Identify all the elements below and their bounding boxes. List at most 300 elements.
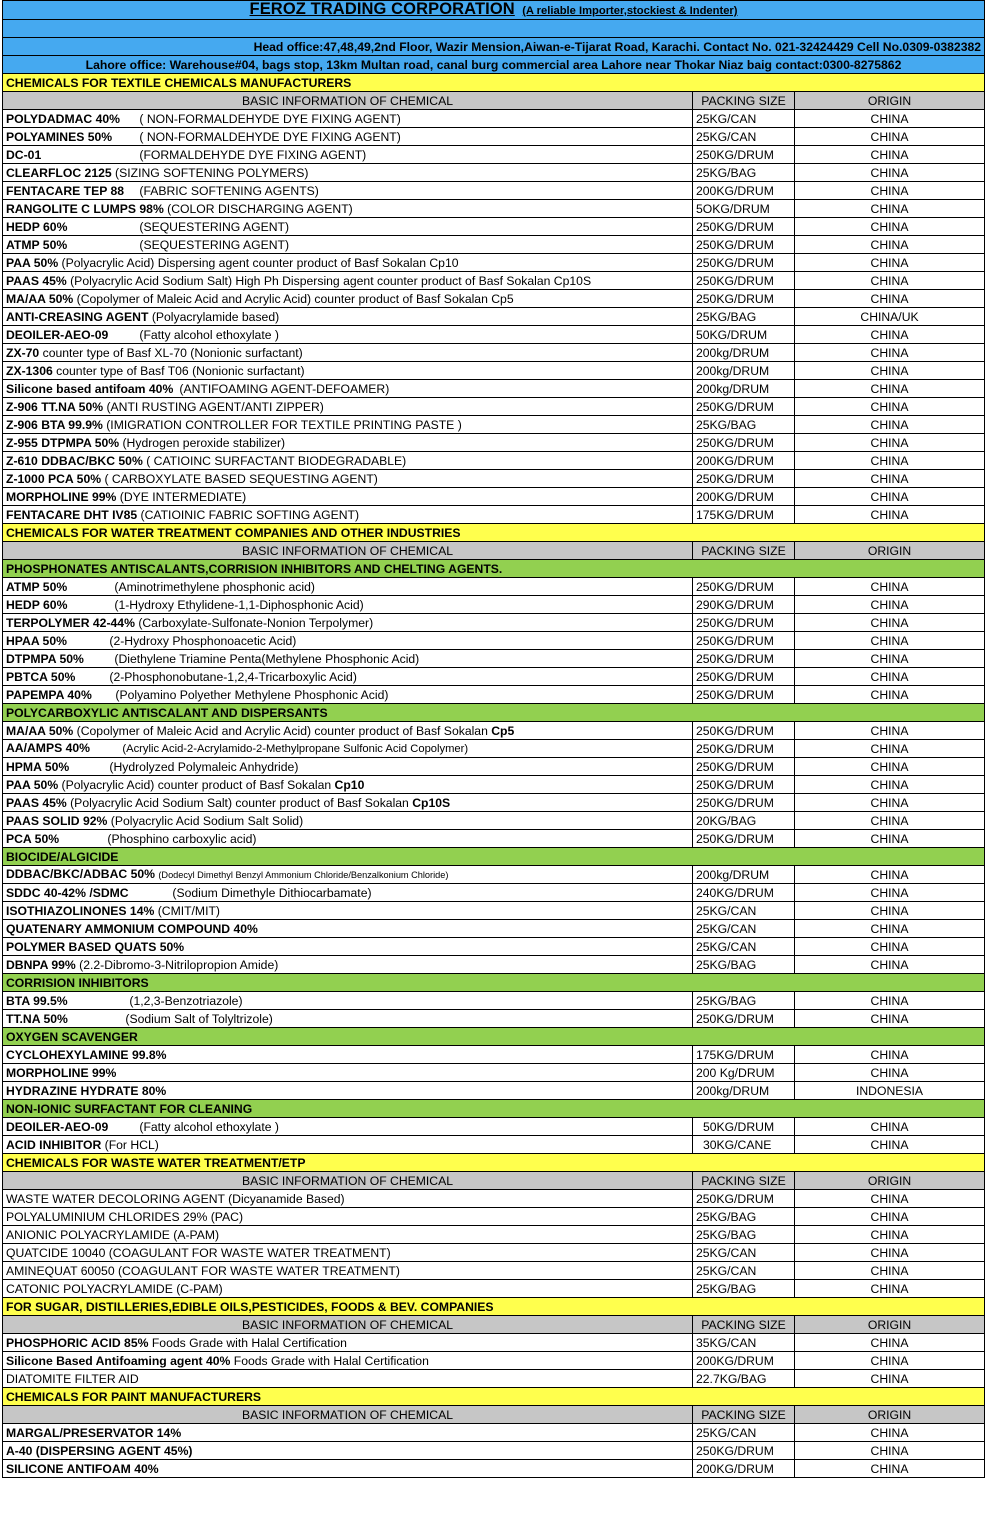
header-basic-info: BASIC INFORMATION OF CHEMICAL xyxy=(3,1316,693,1334)
origin: CHINA xyxy=(795,200,985,218)
origin: CHINA xyxy=(795,434,985,452)
table-row xyxy=(3,1082,985,1100)
chemical-info xyxy=(3,1226,693,1244)
origin: CHINA xyxy=(795,272,985,290)
table-row xyxy=(3,506,985,524)
table-row xyxy=(3,1370,985,1388)
subsection-title: CORRISION INHIBITORS xyxy=(3,974,985,992)
subsection-nonionic-surfactant xyxy=(3,1100,985,1118)
packing-size: 250KG/DRUM xyxy=(693,578,795,596)
origin: CHINA xyxy=(795,1370,985,1388)
chemical-info xyxy=(3,506,693,524)
chemical-info xyxy=(3,1370,693,1388)
chemical-info xyxy=(3,1460,693,1478)
origin: CHINA xyxy=(795,470,985,488)
chemical-description: (CATIOINIC FABRIC SOFTING AGENT) xyxy=(140,507,360,522)
table-row xyxy=(3,1352,985,1370)
chemical-description: (FORMALDEHYDE DYE FIXING AGENT) xyxy=(139,147,367,162)
subsection-polycarboxylic xyxy=(3,704,985,722)
chemical-info xyxy=(3,218,693,236)
table-row xyxy=(3,830,985,848)
table-row xyxy=(3,344,985,362)
chemical-name: PAAS 45% xyxy=(6,273,67,288)
chemical-name: HPAA 50% xyxy=(6,633,67,648)
packing-size: 250KG/DRUM xyxy=(693,686,795,704)
header-basic-info: BASIC INFORMATION OF CHEMICAL xyxy=(3,1406,693,1424)
table-row xyxy=(3,1442,985,1460)
chemical-description: (SIZING SOFTENING POLYMERS) xyxy=(115,165,309,180)
header-origin: ORIGIN xyxy=(795,1172,985,1190)
chemical-info xyxy=(3,830,693,848)
chemical-info xyxy=(3,596,693,614)
origin: CHINA xyxy=(795,236,985,254)
column-header-row xyxy=(3,92,985,110)
packing-size: 25KG/CAN xyxy=(693,1244,795,1262)
chemical-name: HYDRAZINE HYDRATE 80% xyxy=(6,1083,167,1098)
origin: CHINA xyxy=(795,614,985,632)
packing-size: 175KG/DRUM xyxy=(693,506,795,524)
origin: CHINA xyxy=(795,938,985,956)
chemical-description: (ANTIFOAMING AGENT-DEFOAMER) xyxy=(179,381,390,396)
origin: CHINA xyxy=(795,1424,985,1442)
origin: CHINA xyxy=(795,380,985,398)
packing-size: 20KG/BAG xyxy=(693,812,795,830)
packing-size: 25KG/CAN xyxy=(693,902,795,920)
chemical-info xyxy=(3,380,693,398)
packing-size: 25KG/BAG xyxy=(693,1280,795,1298)
packing-size: 200kg/DRUM xyxy=(693,380,795,398)
section-title: CHEMICALS FOR WATER TREATMENT COMPANIES AND OTHER INDUSTRIES xyxy=(3,524,985,542)
packing-size: 200KG/DRUM xyxy=(693,182,795,200)
packing-size: 25KG/BAG xyxy=(693,164,795,182)
chemical-info xyxy=(3,128,693,146)
chemical-name: Silicone based antifoam 40% xyxy=(6,381,174,396)
chemical-info xyxy=(3,1082,693,1100)
packing-size: 200kg/DRUM xyxy=(693,1082,795,1100)
chemical-description: ( CARBOXYLATE BASED SEQUESTING AGENT) xyxy=(104,471,378,486)
table-row xyxy=(3,272,985,290)
chemical-info xyxy=(3,866,693,884)
chemical-name: QUATENARY AMMONIUM COMPOUND 40% xyxy=(6,921,258,936)
chemical-info xyxy=(3,254,693,272)
chemical-info xyxy=(3,308,693,326)
chemical-info xyxy=(3,164,693,182)
chemical-name: AA/AMPS 40% xyxy=(6,741,90,755)
table-row xyxy=(3,488,985,506)
table-row xyxy=(3,1010,985,1028)
chemical-name: ZX-1306 xyxy=(6,363,53,378)
packing-size: 250KG/DRUM xyxy=(693,740,795,758)
origin: CHINA xyxy=(795,1010,985,1028)
origin: CHINA xyxy=(795,668,985,686)
section-waste-water xyxy=(3,1154,985,1172)
packing-size: 250KG/DRUM xyxy=(693,236,795,254)
origin: INDONESIA xyxy=(795,1082,985,1100)
origin: CHINA xyxy=(795,632,985,650)
packing-size: 250KG/DRUM xyxy=(693,614,795,632)
chemical-info xyxy=(3,1046,693,1064)
origin: CHINA xyxy=(795,794,985,812)
chemical-description: CATONIC POLYACRYLAMIDE (C-PAM) xyxy=(6,1281,223,1296)
origin: CHINA xyxy=(795,830,985,848)
chemical-name: MORPHOLINE 99% xyxy=(6,1065,117,1080)
origin: CHINA xyxy=(795,1208,985,1226)
origin: CHINA xyxy=(795,1460,985,1478)
chemical-description: WASTE WATER DECOLORING AGENT (Dicyanamide Based) xyxy=(6,1191,345,1206)
table-row xyxy=(3,1226,985,1244)
chemical-description: (Fatty alcohol ethoxylate ) xyxy=(139,1119,279,1134)
chemical-info xyxy=(3,938,693,956)
table-row xyxy=(3,452,985,470)
packing-size: 50KG/DRUM xyxy=(693,1118,795,1136)
chemical-info xyxy=(3,884,693,902)
origin: CHINA xyxy=(795,344,985,362)
origin: CHINA xyxy=(795,362,985,380)
chemical-name: ATMP 50% xyxy=(6,237,68,252)
chemical-name: A-40 (DISPERSING AGENT 45%) xyxy=(6,1443,193,1458)
chemical-description: (2.2-Dibromo-3-Nitrilopropion Amide) xyxy=(79,957,279,972)
origin: CHINA xyxy=(795,488,985,506)
header-origin: ORIGIN xyxy=(795,92,985,110)
chemical-info xyxy=(3,1064,693,1082)
chemical-description: (Copolymer of Maleic Acid and Acrylic Acid) counter product of Basf Sokalan Cp5 xyxy=(76,291,514,306)
packing-size: 50KG/DRUM xyxy=(693,326,795,344)
packing-size: 250KG/DRUM xyxy=(693,830,795,848)
chemical-info xyxy=(3,776,693,794)
chemical-description: (Polyacrylic Acid Sodium Salt Solid) xyxy=(110,813,304,828)
table-row xyxy=(3,686,985,704)
origin: CHINA xyxy=(795,686,985,704)
chemical-description: Foods Grade with Halal Certification xyxy=(233,1353,429,1368)
table-row xyxy=(3,902,985,920)
origin: CHINA xyxy=(795,920,985,938)
chemical-name: HEDP 60% xyxy=(6,597,68,612)
table-row xyxy=(3,416,985,434)
chemical-description: (Copolymer of Maleic Acid and Acrylic Acid) counter product of Basf Sokalan xyxy=(76,723,492,738)
packing-size: 25KG/BAG xyxy=(693,956,795,974)
section-sugar-food xyxy=(3,1298,985,1316)
chemical-name: CYCLOHEXYLAMINE 99.8% xyxy=(6,1047,167,1062)
chemical-description: (2-Hydroxy Phosphonoacetic Acid) xyxy=(109,633,297,648)
chemical-info xyxy=(3,398,693,416)
chemical-description: (Acrylic Acid-2-Acrylamido-2-Methylpropane Sulfonic Acid Copolymer) xyxy=(122,743,469,755)
packing-size: 25KG/BAG xyxy=(693,416,795,434)
packing-size: 200kg/DRUM xyxy=(693,344,795,362)
chemical-description: QUATCIDE 10040 (COAGULANT FOR WASTE WATER TREATMENT) xyxy=(6,1245,391,1260)
lahore-office-row xyxy=(3,56,985,74)
chemical-name: HEDP 60% xyxy=(6,219,68,234)
packing-size: 25KG/CAN xyxy=(693,128,795,146)
packing-size: 250KG/DRUM xyxy=(693,398,795,416)
chemical-info xyxy=(3,632,693,650)
origin: CHINA xyxy=(795,596,985,614)
chemical-name: RANGOLITE C LUMPS 98% xyxy=(6,201,164,216)
subsection-corrosion-inhibitors xyxy=(3,974,985,992)
packing-size: 200 Kg/DRUM xyxy=(693,1064,795,1082)
chemical-name: ANTI-CREASING AGENT xyxy=(6,309,149,324)
chemical-description: Foods Grade with Halal Certification xyxy=(151,1335,347,1350)
chemical-description: (CMIT/MIT) xyxy=(157,903,220,918)
table-row xyxy=(3,938,985,956)
table-row xyxy=(3,632,985,650)
origin: CHINA xyxy=(795,1064,985,1082)
subsection-biocide xyxy=(3,848,985,866)
chemical-description: (2-Phosphonobutane-1,2,4-Tricarboxylic Acid) xyxy=(109,669,357,684)
packing-size: 200kg/DRUM xyxy=(693,866,795,884)
chemical-description: (For HCL) xyxy=(104,1137,159,1152)
chemical-info xyxy=(3,794,693,812)
table-row xyxy=(3,1334,985,1352)
origin: CHINA xyxy=(795,776,985,794)
origin: CHINA xyxy=(795,902,985,920)
chemical-description: (1,2,3-Benzotriazole) xyxy=(129,993,243,1008)
table-row xyxy=(3,1208,985,1226)
chemical-description: (Sodium Salt of Tolyltrizole) xyxy=(125,1011,273,1026)
chemical-name: Z-1000 PCA 50% xyxy=(6,471,102,486)
chemical-name: MA/AA 50% xyxy=(6,291,74,306)
origin: CHINA xyxy=(795,452,985,470)
chemical-name: PCA 50% xyxy=(6,831,60,846)
table-row xyxy=(3,920,985,938)
origin: CHINA xyxy=(795,128,985,146)
chemical-name: PBTCA 50% xyxy=(6,669,76,684)
packing-size: 175KG/DRUM xyxy=(693,1046,795,1064)
company-tagline: (A reliable Importer,stockiest & Indenter) xyxy=(522,5,738,17)
header-origin: ORIGIN xyxy=(795,542,985,560)
chemical-info xyxy=(3,1118,693,1136)
origin: CHINA xyxy=(795,650,985,668)
packing-size: 250KG/DRUM xyxy=(693,650,795,668)
chemical-info xyxy=(3,740,693,758)
table-row xyxy=(3,992,985,1010)
packing-size: 25KG/CAN xyxy=(693,1262,795,1280)
chemical-name: DEOILER-AEO-09 xyxy=(6,1119,109,1134)
packing-size: 250KG/DRUM xyxy=(693,776,795,794)
origin: CHINA xyxy=(795,146,985,164)
packing-size: 250KG/DRUM xyxy=(693,254,795,272)
subsection-title: BIOCIDE/ALGICIDE xyxy=(3,848,985,866)
chemical-description: (Polyacrylic Acid) Dispersing agent counter product of Basf Sokalan Cp10 xyxy=(61,255,459,270)
table-row xyxy=(3,398,985,416)
origin: CHINA xyxy=(795,182,985,200)
chemical-info xyxy=(3,686,693,704)
chemical-description-bold: Cp5 xyxy=(491,723,515,738)
origin: CHINA xyxy=(795,416,985,434)
table-row xyxy=(3,812,985,830)
header-packing-size: PACKING SIZE xyxy=(693,1406,795,1424)
origin: CHINA xyxy=(795,758,985,776)
chemical-name: MARGAL/PRESERVATOR 14% xyxy=(6,1425,182,1440)
chemical-info xyxy=(3,1352,693,1370)
chemical-description: (Polyamino Polyether Methylene Phosphonic Acid) xyxy=(115,687,389,702)
origin: CHINA xyxy=(795,398,985,416)
origin: CHINA xyxy=(795,506,985,524)
header-origin: ORIGIN xyxy=(795,1406,985,1424)
chemical-name: DBNPA 99% xyxy=(6,957,76,972)
table-row xyxy=(3,794,985,812)
subsection-phosphonates xyxy=(3,560,985,578)
chemical-info xyxy=(3,956,693,974)
table-row xyxy=(3,308,985,326)
column-header-row xyxy=(3,542,985,560)
subsection-title: NON-IONIC SURFACTANT FOR CLEANING xyxy=(3,1100,985,1118)
table-row xyxy=(3,326,985,344)
table-row xyxy=(3,758,985,776)
table-row xyxy=(3,884,985,902)
chemical-info xyxy=(3,470,693,488)
packing-size: 250KG/DRUM xyxy=(693,758,795,776)
chemical-name: TERPOLYMER 42-44% xyxy=(6,615,135,630)
head-office-address: Head office:47,48,49,2nd Floor, Wazir Mension,Aiwan-e-Tijarat Road, Karachi. Contact No. 021-32424429 Cell No.0309-0382382 xyxy=(3,38,985,56)
header-packing-size: PACKING SIZE xyxy=(693,1172,795,1190)
origin: CHINA/UK xyxy=(795,308,985,326)
chemical-description: (Phosphino carboxylic acid) xyxy=(107,831,257,846)
packing-size: 25KG/CAN xyxy=(693,1424,795,1442)
table-row xyxy=(3,1424,985,1442)
table-row xyxy=(3,596,985,614)
lahore-office-address: Lahore office: Warehouse#04, bags stop, 13km Multan road, canal burg commercial area Lahore near Thokar Niaz baig contact:0300-8275862 xyxy=(3,56,985,74)
packing-size: 30KG/CANE xyxy=(693,1136,795,1154)
packing-size: 250KG/DRUM xyxy=(693,1442,795,1460)
origin: CHINA xyxy=(795,1280,985,1298)
packing-size: 250KG/DRUM xyxy=(693,1010,795,1028)
chemical-description: (SEQUESTERING AGENT) xyxy=(139,237,290,252)
chemical-name: PAA 50% xyxy=(6,777,59,792)
chemical-description: (Polyacrylic Acid Sodium Salt) counter product of Basf Sokalan xyxy=(70,795,413,810)
chemical-description: (DYE INTERMEDIATE) xyxy=(119,489,247,504)
packing-size: 200KG/DRUM xyxy=(693,488,795,506)
table-row xyxy=(3,1136,985,1154)
header-packing-size: PACKING SIZE xyxy=(693,542,795,560)
packing-size: 250KG/DRUM xyxy=(693,218,795,236)
origin: CHINA xyxy=(795,1190,985,1208)
chemical-info xyxy=(3,1136,693,1154)
chemical-description: ( NON-FORMALDEHYDE DYE FIXING AGENT) xyxy=(139,129,401,144)
table-row xyxy=(3,1262,985,1280)
chemical-description: DIATOMITE FILTER AID xyxy=(6,1371,139,1386)
chemical-info xyxy=(3,182,693,200)
chemical-name: Silicone Based Antifoaming agent 40% xyxy=(6,1353,231,1368)
chemical-info xyxy=(3,578,693,596)
table-row xyxy=(3,956,985,974)
origin: CHINA xyxy=(795,956,985,974)
header-basic-info: BASIC INFORMATION OF CHEMICAL xyxy=(3,92,693,110)
company-banner xyxy=(3,1,985,20)
chemical-name: Z-906 TT.NA 50% xyxy=(6,399,104,414)
table-row xyxy=(3,866,985,884)
chemical-description: ( CATIOINC SURFACTANT BIODEGRADABLE) xyxy=(146,453,407,468)
header-packing-size: PACKING SIZE xyxy=(693,1316,795,1334)
origin: CHINA xyxy=(795,1352,985,1370)
table-row xyxy=(3,218,985,236)
packing-size: 25KG/CAN xyxy=(693,110,795,128)
chemical-description: (Dodecyl Dimethyl Benzyl Ammonium Chloride/Benzalkonium Chloride) xyxy=(158,870,449,880)
chemical-info xyxy=(3,1190,693,1208)
packing-size: 25KG/BAG xyxy=(693,992,795,1010)
chemical-info xyxy=(3,668,693,686)
packing-size: 250KG/DRUM xyxy=(693,146,795,164)
section-water-treatment xyxy=(3,524,985,542)
chemical-description: counter type of Basf T06 (Nonionic surfactant) xyxy=(56,363,305,378)
table-row xyxy=(3,470,985,488)
packing-size: 250KG/DRUM xyxy=(693,722,795,740)
packing-size: 250KG/DRUM xyxy=(693,290,795,308)
chemical-name: PHOSPHORIC ACID 85% xyxy=(6,1335,149,1350)
chemical-info xyxy=(3,1208,693,1226)
head-office-row xyxy=(3,38,985,56)
packing-size: 22.7KG/BAG xyxy=(693,1370,795,1388)
table-row xyxy=(3,1190,985,1208)
chemical-name: Z-955 DTPMPA 50% xyxy=(6,435,120,450)
table-row xyxy=(3,146,985,164)
section-title: FOR SUGAR, DISTILLERIES,EDIBLE OILS,PESTICIDES, FOODS & BEV. COMPANIES xyxy=(3,1298,985,1316)
chemical-info xyxy=(3,236,693,254)
table-row xyxy=(3,1064,985,1082)
chemical-info xyxy=(3,1244,693,1262)
chemical-info xyxy=(3,200,693,218)
chemical-name: DTPMPA 50% xyxy=(6,651,84,666)
origin: CHINA xyxy=(795,1118,985,1136)
chemical-info xyxy=(3,758,693,776)
packing-size: 250KG/DRUM xyxy=(693,434,795,452)
chemical-description: (Fatty alcohol ethoxylate ) xyxy=(139,327,279,342)
chemical-info xyxy=(3,902,693,920)
origin: CHINA xyxy=(795,290,985,308)
chemical-name: MORPHOLINE 99% xyxy=(6,489,117,504)
chemical-info xyxy=(3,1334,693,1352)
origin: CHINA xyxy=(795,722,985,740)
table-row xyxy=(3,110,985,128)
chemical-name: CLEARFLOC 2125 xyxy=(6,165,112,180)
table-row xyxy=(3,164,985,182)
packing-size: 200KG/DRUM xyxy=(693,1460,795,1478)
packing-size: 35KG/CAN xyxy=(693,1334,795,1352)
chemical-description: (Aminotrimethylene phosphonic acid) xyxy=(114,579,315,594)
packing-size: 25KG/CAN xyxy=(693,938,795,956)
chemical-name: BTA 99.5% xyxy=(6,993,68,1008)
origin: CHINA xyxy=(795,1262,985,1280)
chemical-info xyxy=(3,326,693,344)
subsection-title: OXYGEN SCAVENGER xyxy=(3,1028,985,1046)
packing-size: 25KG/BAG xyxy=(693,1208,795,1226)
chemical-info xyxy=(3,1424,693,1442)
packing-size: 25KG/BAG xyxy=(693,308,795,326)
packing-size: 200KG/DRUM xyxy=(693,452,795,470)
section-textile xyxy=(3,74,985,92)
header-basic-info: BASIC INFORMATION OF CHEMICAL xyxy=(3,542,693,560)
chemical-name: POLYMER BASED QUATS 50% xyxy=(6,939,185,954)
packing-size: 250KG/DRUM xyxy=(693,470,795,488)
packing-size: 250KG/DRUM xyxy=(693,668,795,686)
chemical-description: (1-Hydroxy Ethylidene-1,1-Diphosphonic Acid) xyxy=(114,597,364,612)
chemical-description: (ANTI RUSTING AGENT/ANTI ZIPPER) xyxy=(106,399,324,414)
chemical-name: PAPEMPA 40% xyxy=(6,687,92,702)
table-row xyxy=(3,182,985,200)
table-row xyxy=(3,650,985,668)
subsection-oxygen-scavenger xyxy=(3,1028,985,1046)
table-row xyxy=(3,128,985,146)
chemical-description: ( NON-FORMALDEHYDE DYE FIXING AGENT) xyxy=(139,111,401,126)
table-row xyxy=(3,1046,985,1064)
chemical-name: FENTACARE TEP 88 xyxy=(6,183,125,198)
chemical-description: (Sodium Dimethyle Dithiocarbamate) xyxy=(172,885,372,900)
origin: CHINA xyxy=(795,992,985,1010)
header-origin: ORIGIN xyxy=(795,1316,985,1334)
origin: CHINA xyxy=(795,1244,985,1262)
chemical-info xyxy=(3,452,693,470)
table-row xyxy=(3,578,985,596)
chemical-description-bold: Cp10S xyxy=(412,795,451,810)
